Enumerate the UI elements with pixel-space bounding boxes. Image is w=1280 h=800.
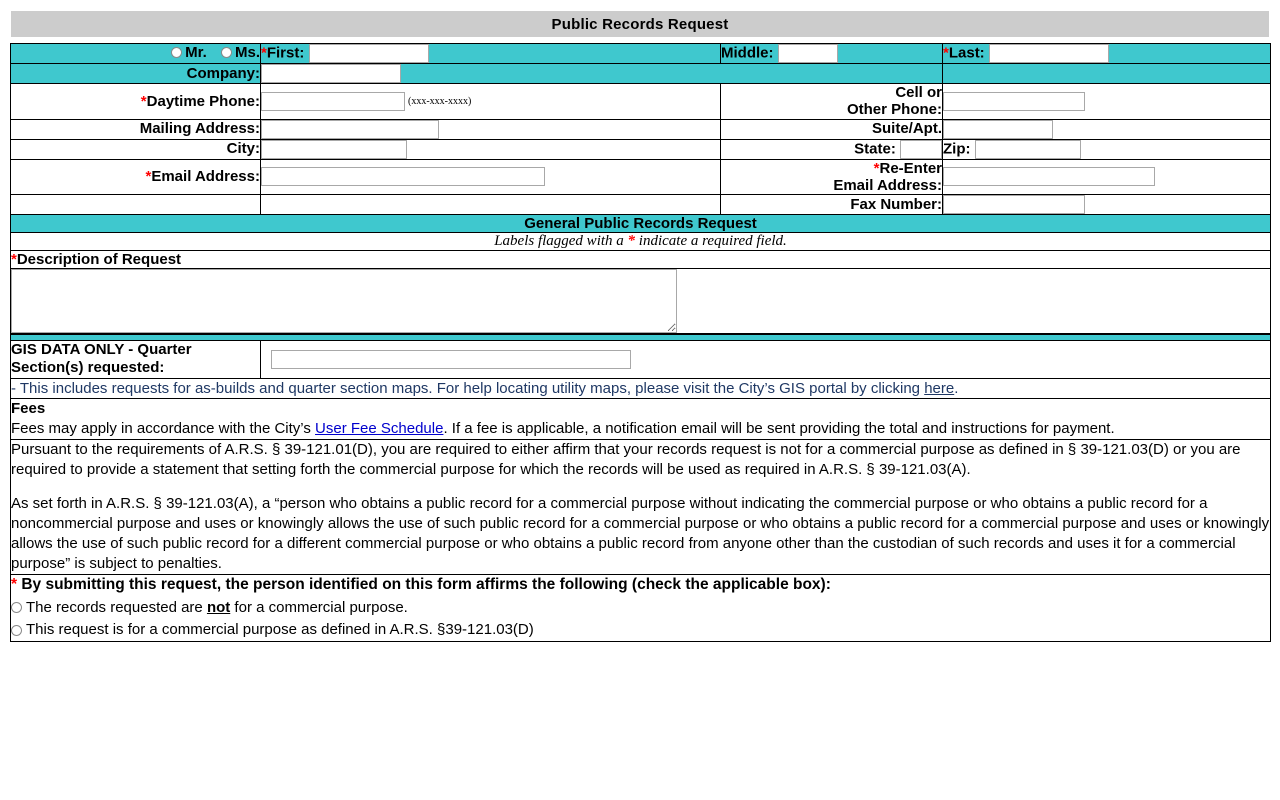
affirmation-option-noncommercial[interactable] [11,597,1270,619]
daytime-phone-label: Daytime Phone: [146,92,260,110]
company-field-cell [261,64,943,84]
fax-input[interactable] [943,195,1085,214]
affirmation-row [11,574,1271,642]
gis-label-line2: Section(s) requested: [11,359,165,377]
fax-spacer-mid [261,195,721,215]
fax-field-cell [943,195,1271,215]
daytime-phone-field-cell [261,84,721,120]
salutation-mr[interactable] [171,44,207,61]
legal-paragraph-1: Pursuant to the requirements of A.R.S. § 39-121.01(D), you are required to either affirm that your records request is not for a commercial purpose as defined in § 39-121.03(D) or you are required to provide a statement that setting forth the commercial purpose for which the records will be used as required in A.R.S. § 39-121.03(A). [11,440,1241,478]
legal-row [11,439,1271,574]
suite-field-cell [943,119,1271,139]
phone-row [11,84,1271,120]
email-field-cell [261,159,721,195]
mailing-address-input[interactable] [261,120,439,139]
required-asterisk: * [145,168,152,186]
legal-paragraph-2: As set forth in A.R.S. § 39-121.03(A), a “person who obtains a public record for a commercial purpose without indicating the commercial purpose or who obtains a public record for a noncommercial purpose and uses or knowingly allows the use of such public record for a commercial purpose or who obtains a public record for a commercial purpose and uses or knowingly allows the use of such public record for a different commercial purpose or who obtains a public record from anyone other than the custodian of such records and uses it for a commercial purpose” is subject to penalties. [11,494,1270,572]
page-title: Public Records Request [551,15,729,33]
cell-phone-input[interactable] [943,92,1085,111]
last-name-input[interactable] [989,44,1109,63]
fees-heading: Fees [11,400,46,418]
required-asterisk: * [140,92,147,110]
zip-label: Zip: [943,139,971,157]
fees-cell [11,399,1271,440]
affirmation-option1-post: for a commercial purpose. [230,598,408,616]
first-name-cell [261,44,721,64]
affirmation-heading-text: By submitting this request, the person identified on this form affirms the following (check the applicable box): [17,575,831,593]
company-row [11,64,1271,84]
radio-icon[interactable] [171,47,182,58]
salutation-ms[interactable] [221,44,260,61]
required-asterisk: * [261,44,267,62]
phone-format-hint: (xxx-xxx-xxxx) [408,95,472,107]
affirmation-option1-text [26,598,408,618]
fees-row [11,399,1271,440]
fees-text [11,419,1270,439]
description-label: Description of Request [16,251,182,268]
form-table [10,43,1271,642]
suite-label: Suite/Apt. [721,119,943,139]
reenter-email-input[interactable] [943,167,1155,186]
gis-label-line1b: - Quarter [124,341,192,358]
state-input[interactable] [900,140,942,159]
cell-phone-label-line1: Cell or [895,84,942,101]
daytime-phone-input[interactable] [261,92,405,111]
zip-cell [943,139,1271,159]
cell-phone-label-cell [721,84,943,120]
affirmation-cell [11,574,1271,642]
required-note-cell [11,233,1271,251]
page-title-bar [11,11,1269,37]
description-field-cell [11,269,1271,335]
cell-phone-label-line2: Other Phone: [846,101,942,119]
radio-icon[interactable] [11,625,22,636]
salutation-cell [11,44,261,64]
required-asterisk: * [873,159,880,177]
radio-icon[interactable] [221,47,232,58]
fax-row [11,195,1271,215]
affirmation-option1-emphasis: not [206,598,231,616]
cell-phone-field-cell [943,84,1271,120]
section-header: General Public Records Request [11,215,1271,233]
affirmation-option-commercial[interactable] [11,619,1270,641]
company-input[interactable] [261,64,401,83]
email-label: Email Address: [151,168,260,186]
fees-text-post: . If a fee is applicable, a notification email will be sent providing the total and instructions for payment. [443,420,1115,438]
city-state-zip-row [11,139,1271,159]
first-name-label: First: [266,44,305,62]
fax-label: Fax Number: [721,195,943,215]
gis-label-line1: GIS DATA ONLY [11,341,125,358]
required-note-asterisk: * [627,233,636,249]
company-label: Company: [11,64,261,84]
reenter-email-label-cell [721,159,943,195]
gis-note-pre: - This includes requests for as-builds and quarter section maps. For help locating utility maps, please visit the City’s GIS portal by clicking [11,379,925,397]
gis-field-cell [261,341,1271,379]
middle-name-input[interactable] [778,44,838,63]
email-row [11,159,1271,195]
reenter-email-label-line1 [721,160,942,177]
gis-quarter-section-input[interactable] [271,350,631,369]
gis-label-cell [11,341,261,379]
salutation-mr-label: Mr. [185,44,207,62]
gis-row [11,341,1271,379]
zip-input[interactable] [975,140,1081,159]
gis-note-row [11,378,1271,399]
daytime-phone-label-cell [11,84,261,120]
name-row [11,44,1271,64]
city-field-cell [261,139,721,159]
affirmation-option2-text: This request is for a commercial purpose as defined in A.R.S. §39-121.03(D) [26,620,534,638]
gis-portal-link[interactable]: here [924,379,955,397]
affirmation-heading [11,575,1270,595]
description-label-row [11,251,1271,269]
city-input[interactable] [261,140,407,159]
suite-input[interactable] [943,120,1053,139]
required-note-post: indicate a required field. [635,233,787,249]
salutation-ms-label: Ms. [234,44,260,62]
section-header-row [11,215,1271,233]
email-input[interactable] [261,167,545,186]
mailing-address-field-cell [261,119,721,139]
required-note-pre: Labels flagged with a [494,233,628,249]
reenter-email-field-cell [943,159,1271,195]
required-note-row [11,233,1271,251]
address-row [11,119,1271,139]
fees-text-pre: Fees may apply in accordance with the City’s [11,420,316,438]
state-cell [721,139,943,159]
state-label: State: [854,139,896,157]
required-asterisk: * [11,251,17,268]
required-asterisk: * [943,44,949,62]
mailing-address-label: Mailing Address: [11,119,261,139]
affirmation-option1-pre: The records requested are [26,598,207,616]
company-spacer [943,64,1271,84]
last-name-cell [943,44,1271,64]
email-label-cell [11,159,261,195]
required-asterisk: * [11,575,18,593]
middle-name-cell [721,44,943,64]
city-label: City: [11,139,261,159]
first-name-input[interactable] [309,44,429,63]
fax-spacer-left [11,195,261,215]
description-row [11,269,1271,335]
legal-cell [11,439,1271,574]
reenter-email-label-line2: Email Address: [833,176,942,194]
description-textarea[interactable] [11,269,677,333]
gis-note-cell [11,378,1271,399]
description-label-cell [11,251,1271,269]
middle-name-label: Middle: [721,44,774,62]
user-fee-schedule-link[interactable]: User Fee Schedule [315,420,444,438]
radio-icon[interactable] [11,602,22,613]
reenter-email-label-text1: Re-Enter [879,159,942,177]
gis-note-post: . [954,379,959,397]
last-name-label: Last: [948,44,985,62]
